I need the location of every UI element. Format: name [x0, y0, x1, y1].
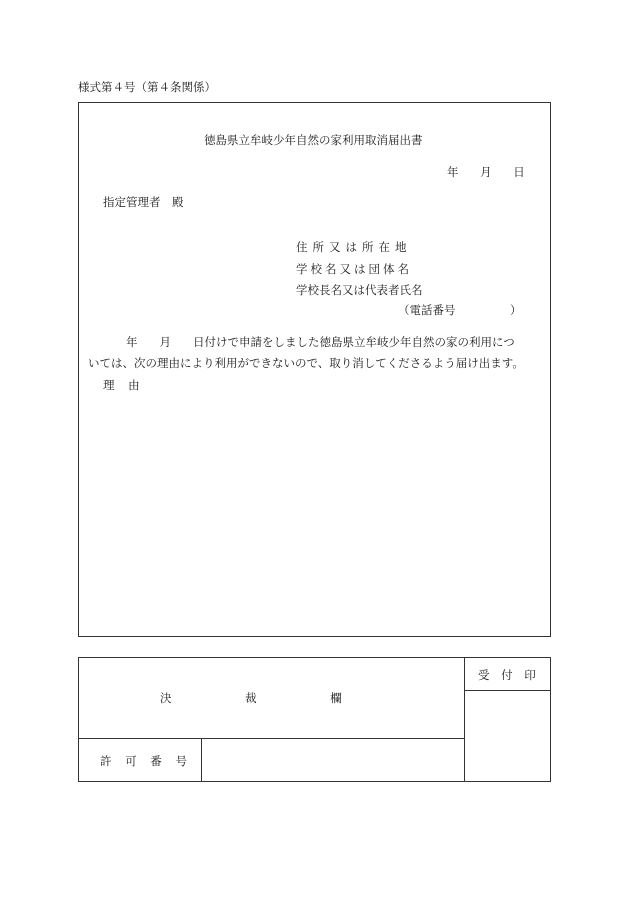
reception-stamp-label: 受 付 印 [478, 668, 537, 682]
form-number: 様式第４号（第４条関係） [78, 80, 216, 94]
body-line1-rest: 日付けで申請をしました徳島県立牟岐少年自然の家の利用につ [193, 335, 515, 349]
body-year: 年 [126, 335, 138, 349]
permit-number-label: 許 可 番 号 [100, 754, 187, 768]
stamp-header-divider [464, 690, 550, 691]
reason-label: 理 由 [103, 378, 140, 392]
body-text-line-1 [126, 335, 515, 349]
date-line: 年 月 日 [447, 165, 525, 179]
phone-number-label: （電話番号 [398, 303, 456, 317]
phone-number-close: ） [510, 303, 522, 317]
body-month: 月 [159, 335, 171, 349]
body-text-line-2: いては、次の理由により利用ができないので、取り消してくださるよう届け出ます。 [88, 356, 524, 370]
school-name-label: 学校名又は団体名 [296, 262, 412, 276]
document-title: 徳島県立牟岐少年自然の家利用取消届出書 [204, 133, 423, 147]
permit-number-divider [201, 738, 202, 781]
decision-column-label: 決 裁 欄 [160, 691, 342, 705]
addressee: 指定管理者 殿 [103, 195, 184, 209]
address-label: 住所又は所在地 [296, 240, 412, 254]
table-divider-vertical [464, 658, 465, 781]
representative-label: 学校長名又は代表者氏名 [296, 283, 423, 297]
table-divider-horizontal [79, 738, 464, 739]
